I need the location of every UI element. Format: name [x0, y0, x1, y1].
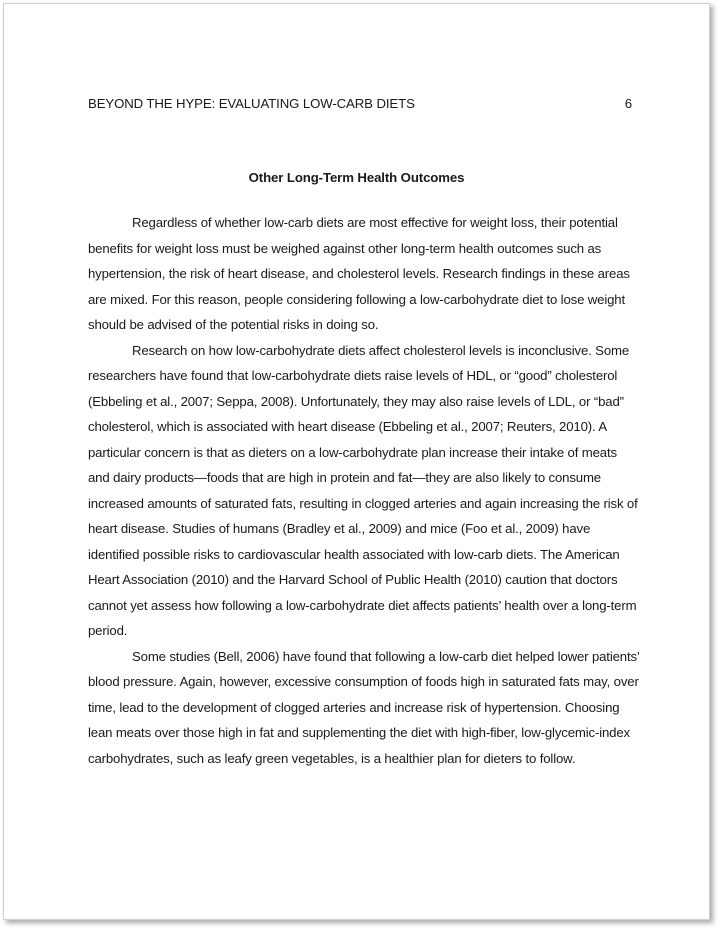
- paragraph: Research on how low-carbohydrate diets affect cholesterol levels is inconclusive. Some researchers have found that low-carbohydrate diets raise levels of HDL, or “good” cholesterol (Ebbeling et al., 2007; Seppa, 2008). Unfortunately, they may also raise levels of LDL, or “bad” cholesterol, which is associated with heart disease (Ebbeling et al., 2007; Reuters, 2010). A particular concern is that as dieters on a low-carbohydrate plan increase their intake of meats and dairy products—foods that are high in protein and fat—they are also likely to consume increased amounts of saturated fats, resulting in clogged arteries and again increasing the risk of heart disease. Studies of humans (Bradley et al., 2009) and mice (Foo et al., 2009) have identified possible risks to cardiovascular health associated with low-carb diets. The American Heart Association (2010) and the Harvard School of Public Health (2010) caution that doctors cannot yet assess how following a low-carbohydrate diet affects patients’ health over a long-term period.: [88, 342, 638, 638]
- paragraph: Regardless of whether low-carb diets are most effective for weight loss, their potential benefits for weight loss must be weighed against other long-term health outcomes such as hypertension, the risk of heart disease, and cholesterol levels. Research findings in these areas are mixed. For this reason, people considering following a low-carbohydrate diet to lose weight should be advised of the potential risks in doing so.: [88, 215, 630, 332]
- body-text: [88, 210, 640, 771]
- section-title: Other Long-Term Health Outcomes: [248, 170, 465, 185]
- page-header: [88, 96, 632, 111]
- running-head: BEYOND THE HYPE: EVALUATING LOW-CARB DIETS: [88, 96, 415, 111]
- paragraph: Some studies (Bell, 2006) have found that following a low-carb diet helped lower patients’ blood pressure. Again, however, excessive consumption of foods high in saturated fats may, over time, lead to the development of clogged arteries and increase risk of hypertension. Choosing lean meats over those high in fat and supplementing the diet with high-fiber, low-glycemic-index carbohydrates, such as leafy green vegetables, is a healthier plan for dieters to follow.: [88, 648, 640, 766]
- document-page: [3, 3, 710, 920]
- page-number: 6: [624, 96, 632, 111]
